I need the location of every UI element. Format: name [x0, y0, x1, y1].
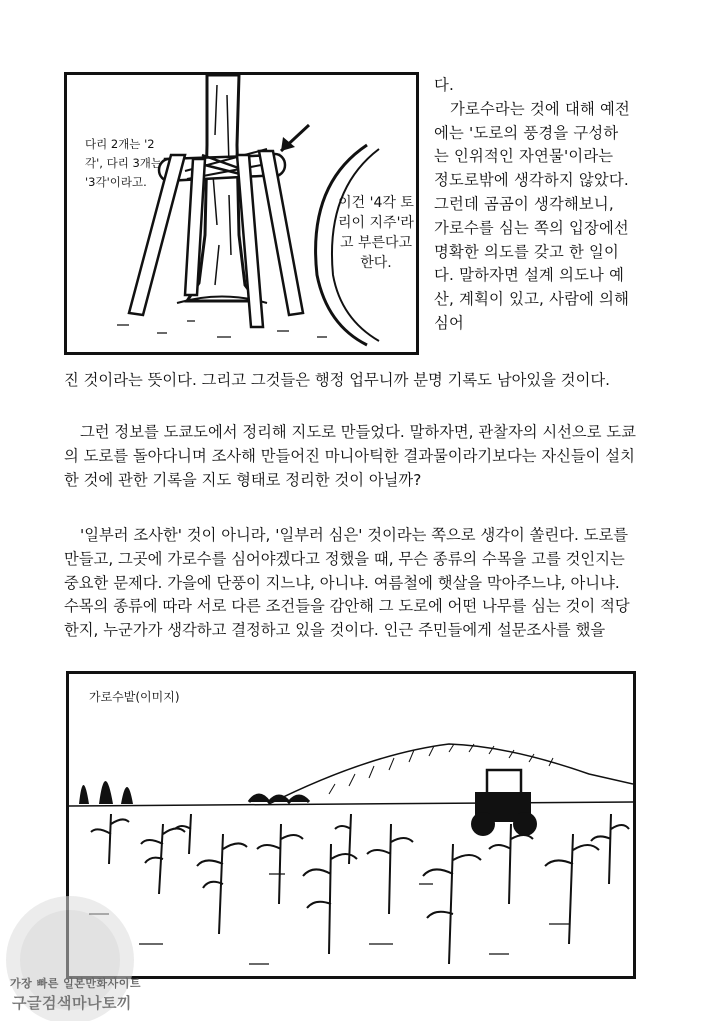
- watermark-line-1: 가장 빠른 일본만화사이트: [10, 977, 142, 990]
- annotation-leg-count: 다리 2개는 '2각', 다리 3개는 '3각'이라고.: [85, 137, 162, 189]
- annotation-four-leg-support: 이건 '4각 토리이 지주'라고 부른다고 한다.: [338, 195, 414, 271]
- panel-caption-tree-field: 가로수밭(이미지): [89, 690, 180, 704]
- paragraph-continuation: 진 것이라는 뜻이다. 그리고 그것들은 행정 업무니까 분명 기록도 남아있을 것이다.: [64, 371, 610, 389]
- watermark-line-2: 구글검색마나토끼: [12, 994, 132, 1012]
- illustration-panel-tree-support: [64, 72, 419, 355]
- paragraph-tokyo-map: 그런 정보를 도쿄도에서 정리해 지도로 만들었다. 말하자면, 관찰자의 시선으로 도쿄의 도로를 돌아다니며 조사해 만들어진 마니아틱한 결과물이라기보다는 자신들이 설치한 것에 관한 기록을 지도 형태로 정리한 것이 아닐까?: [64, 423, 636, 489]
- paragraph-end-fragment: 다.: [434, 76, 455, 94]
- paragraph-intentional-planting: '일부러 조사한' 것이 아니라, '일부러 심은' 것이라는 쪽으로 생각이 쏠린다. 도로를 만들고, 그곳에 가로수를 심어야겠다고 정했을 때, 무슨 종류의 수목을 고를 것인지는 중요한 문제다. 가을에 단풍이 지느냐, 아니냐. 여름철에 햇살을 막아주느냐, 아니냐. 수목의 종류에 따라 서로 다른 조건들을 감안해 그 도로에 어떤 나무를 심는 것이 적당한지, 누군가가 생각하고 결정하고 있을 것이다. 인근 주민들에게 설문조사를 했을: [64, 526, 630, 640]
- body-column-right: [434, 74, 630, 336]
- paragraph-street-trees: 가로수라는 것에 대해 예전에는 '도로의 풍경을 구성하는 인위적인 자연물'이라는 정도로밖에 생각하지 않았다. 그런데 곰곰이 생각해보니, 가로수를 심는 쪽의 입장에선 명확한 의도를 갖고 한 일이다. 말하자면 설계 의도나 예산, 계획이 있고, 사람에 의해 심어: [434, 99, 630, 332]
